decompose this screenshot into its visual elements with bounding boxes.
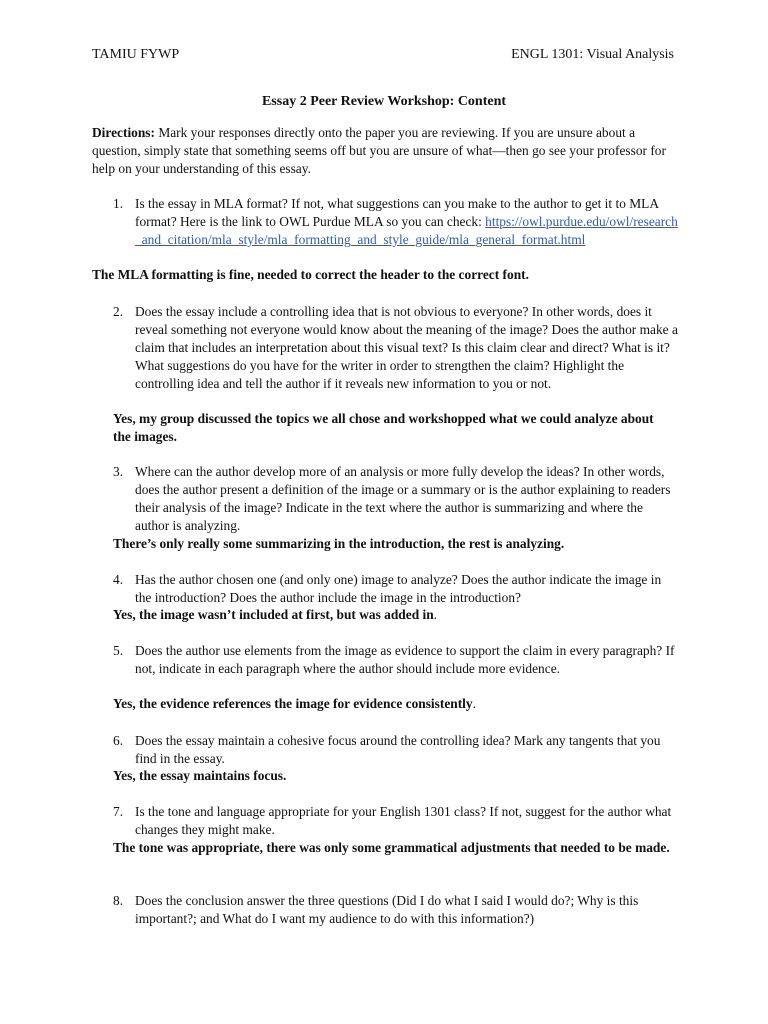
header-left: TAMIU FYWP [92, 47, 180, 62]
question-number: 2. [113, 304, 124, 319]
page-title: Essay 2 Peer Review Workshop: Content [261, 94, 507, 109]
answer-4: Yes, the image wasn’t included at first, but was added in. [113, 607, 438, 622]
answer-5: Yes, the evidence references the image for evidence consistently. [113, 696, 476, 711]
question-number: 3. [113, 464, 124, 479]
question-5 [113, 642, 679, 678]
question-text: Where can the author develop more of an analysis or more fully develop the ideas? In other words, does the author present a definition of the image or a summary or is the author explaining to readers their analysis of the image? Indicate in the text where the author is summarizing and where the author is analyzing. [135, 464, 671, 533]
question-number: 1. [113, 196, 124, 211]
question-text: Is the tone and language appropriate for your English 1301 class? If not, suggest for the author what changes they might make. [135, 804, 672, 837]
question-1 [113, 195, 679, 249]
question-8 [113, 892, 679, 928]
question-text: Does the essay maintain a cohesive focus around the controlling idea? Mark any tangents that you find in the essay. [135, 733, 661, 766]
answer-3: There’s only really some summarizing in the introduction, the rest is analyzing. [113, 536, 565, 551]
directions-paragraph [92, 124, 678, 178]
directions-text: Mark your responses directly onto the paper you are reviewing. If you are unsure about a question, simply state that something seems off but you are unsure of what—then go see your professor for help on your understanding of this essay. [92, 125, 666, 176]
question-text: Has the author chosen one (and only one) image to analyze? Does the author indicate the image in the introduction? Does the author include the image in the introduction? [135, 572, 662, 605]
question-2 [113, 303, 679, 393]
question-6 [113, 732, 679, 768]
question-number: 5. [113, 643, 124, 658]
answer-2: Yes, my group discussed the topics we all chose and workshopped what we could analyze about the images. [113, 411, 654, 444]
owl-purdue-link[interactable]: https://owl.purdue.edu/owl/research_and_citation/mla_style/mla_formatting_and_style_guide/mla_general_format.html [135, 214, 678, 247]
question-number: 6. [113, 733, 124, 748]
header-right: ENGL 1301: Visual Analysis [511, 47, 674, 62]
question-number: 8. [113, 893, 124, 908]
question-number: 7. [113, 804, 124, 819]
answer-6: Yes, the essay maintains focus. [113, 768, 287, 783]
question-text: Is the essay in MLA format? If not, what suggestions can you make to the author to get it to MLA format? Here is the link to OWL Purdue MLA so you can check: https://owl.purdue.edu/owl/research_and_citation/mla_style/mla_formatting_and_style_guide/mla_general_format.html [135, 196, 678, 247]
question-text: Does the essay include a controlling idea that is not obvious to everyone? In other words, does it reveal something not everyone would know about the meaning of the image? Does the author make a claim that includes an interpretation about this visual text? Is this claim clear and direct? What is it? What suggestions do you have for the writer in order to strengthen the claim? Highlight the controlling idea and tell the author if it reveals new information to you or not. [135, 304, 678, 391]
question-number: 4. [113, 572, 124, 587]
answer-7: The tone was appropriate, there was only some grammatical adjustments that needed to be made. [113, 840, 670, 855]
question-7 [113, 803, 679, 839]
directions-label: Directions: [92, 125, 155, 140]
question-text: Does the conclusion answer the three questions (Did I do what I said I would do?; Why is this important?; and What do I want my audience to do with this information?) [135, 893, 639, 926]
answer-1: The MLA formatting is fine, needed to correct the header to the correct font. [92, 267, 529, 282]
page-header [92, 46, 674, 64]
question-4 [113, 571, 679, 607]
question-3 [113, 463, 679, 535]
question-text: Does the author use elements from the image as evidence to support the claim in every paragraph? If not, indicate in each paragraph where the author should include more evidence. [135, 643, 675, 676]
